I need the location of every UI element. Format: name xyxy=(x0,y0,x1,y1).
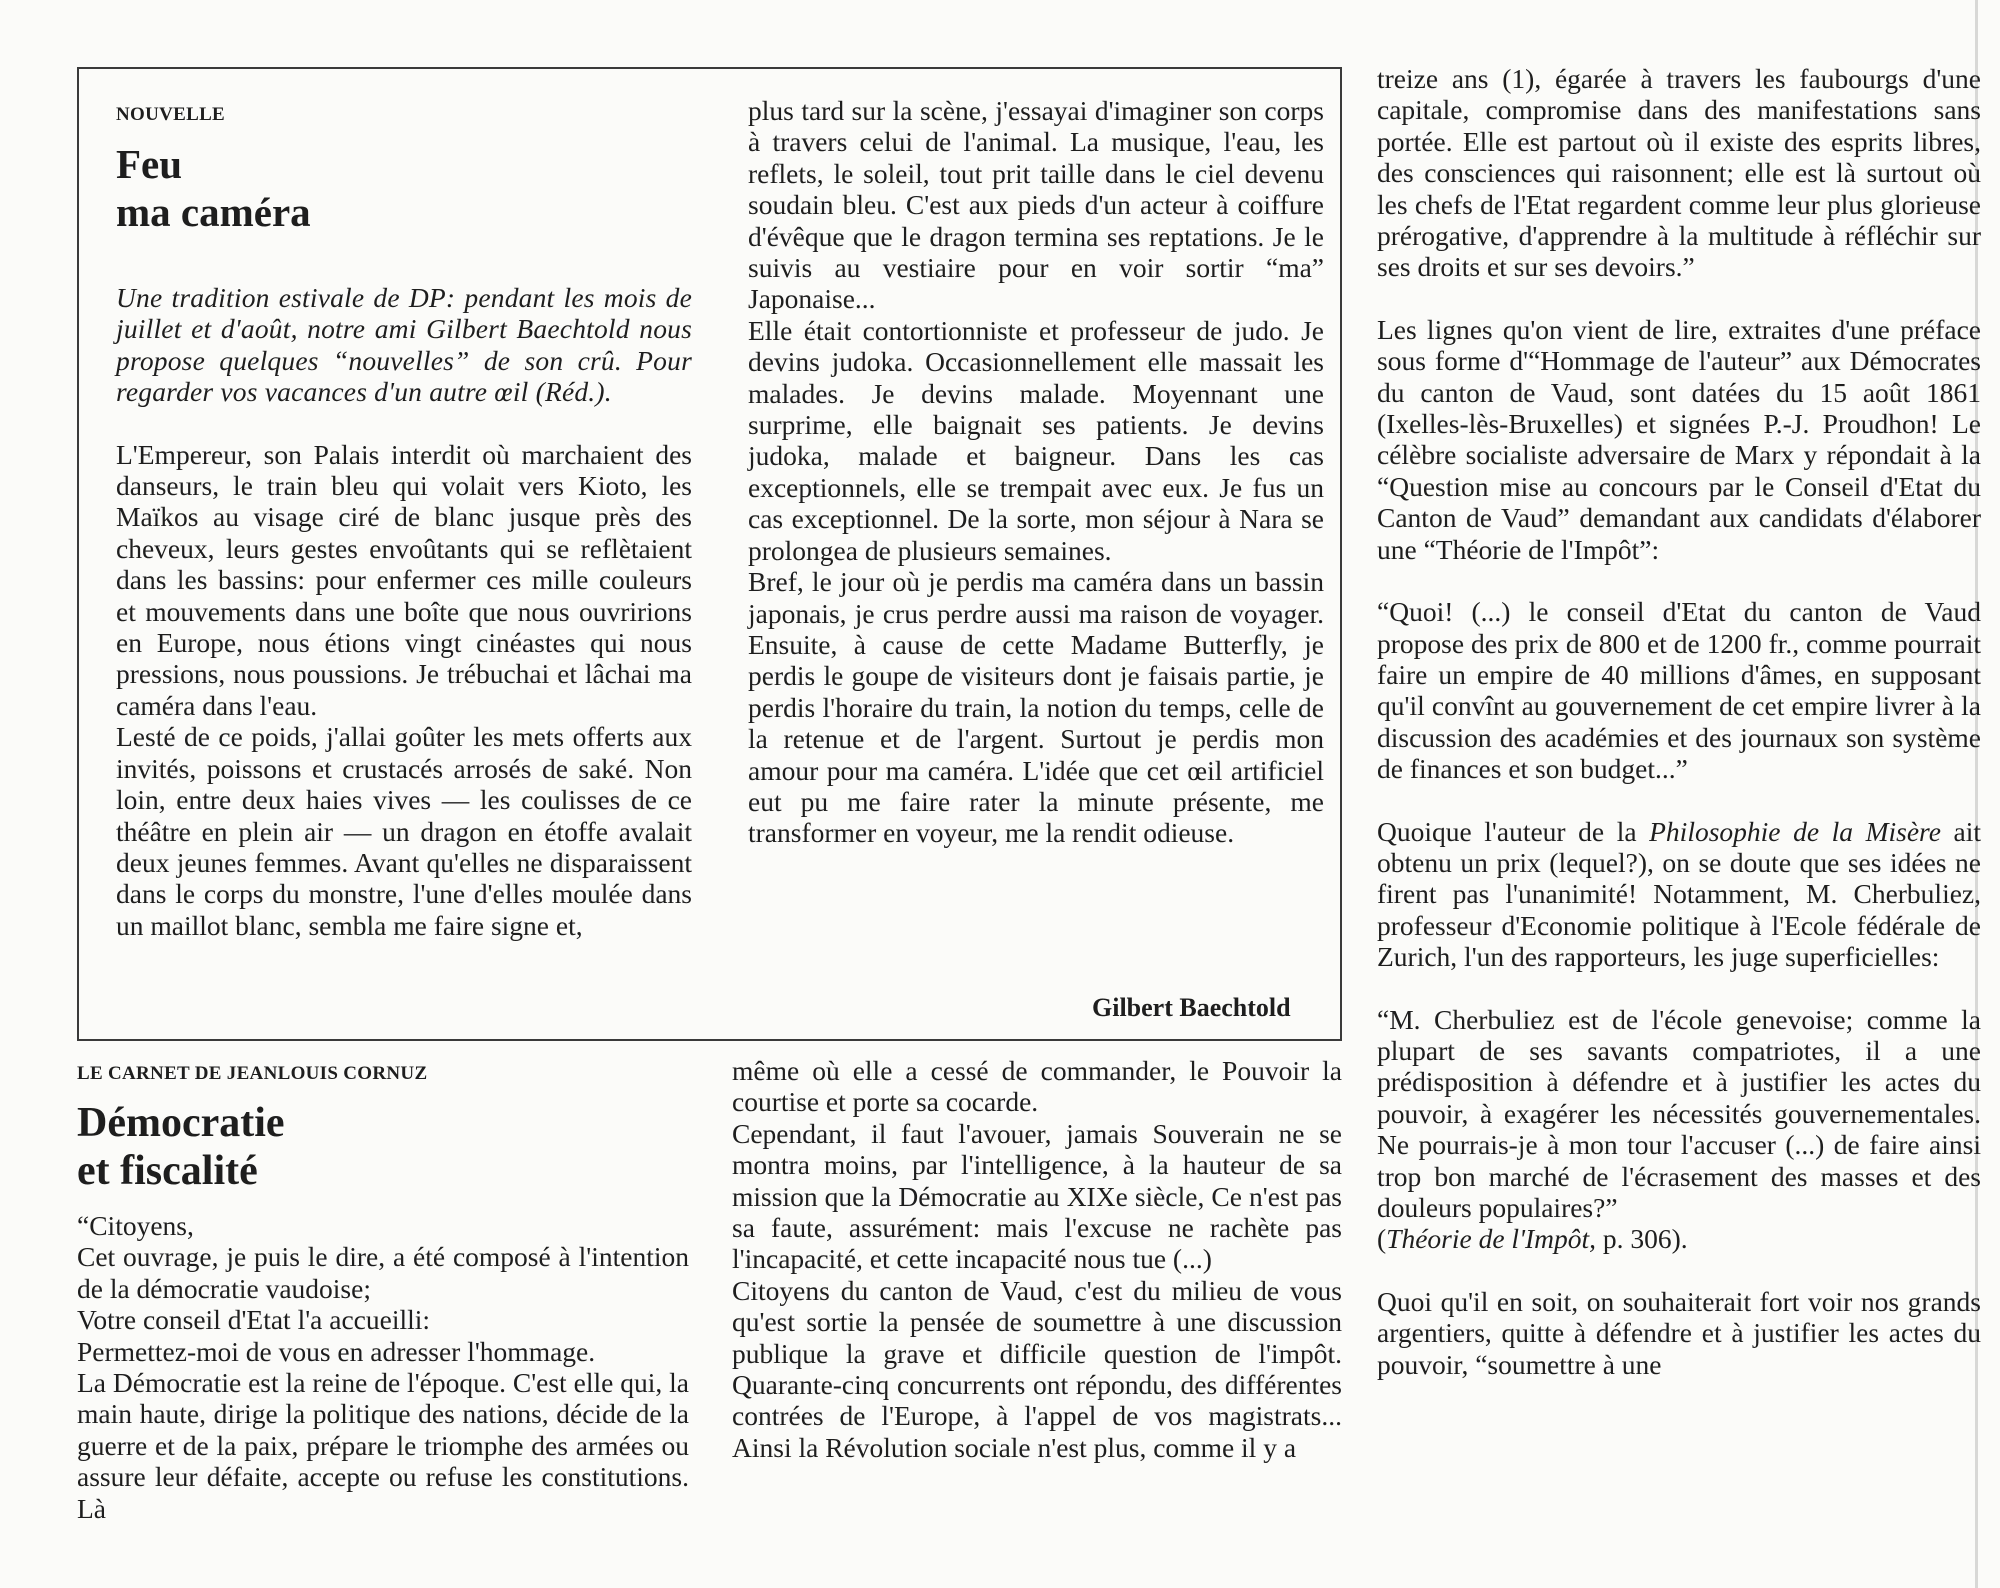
nouvelle-paragraph: plus tard sur la scène, j'essayai d'imaginer son corps à travers celui de l'animal. La musique, l'eau, les reflets, le soleil, tout prit taille dans le ciel devenu soudain bleu. C'est aux pieds d'un acteur à coiffure d'évêque que le dragon termina ses reptations. Je le suivis au vestiaire pour en voir sortir “ma” Japonaise... xyxy=(748,95,1324,315)
carnet-kicker: LE CARNET DE JEANLOUIS CORNUZ xyxy=(77,1063,428,1084)
nouvelle-paragraph: Lesté de ce poids, j'allai goûter les mets offerts aux invités, poissons et crustacés arrosés de saké. Non loin, entre deux haies vives — les coulisses de ce théâtre en plein air — un dragon en étoffe avalait deux jeunes femmes. Avant qu'elles ne disparaissent dans le corps du monstre, l'une d'elles moulée dans un maillot blanc, sembla me faire signe et, xyxy=(116,721,692,941)
carnet-line: “Citoyens, xyxy=(77,1210,194,1241)
book-title: Philosophie de la Misère xyxy=(1649,815,1941,847)
carnet-column-3 xyxy=(1377,63,1981,1380)
carnet-text: ait obtenu un prix (lequel?), on se doute que ses idées ne firent pas l'unanimité! Notamment, M. Cherbuliez, professeur d'Economie politique à l'Ecole fédérale de Zurich, l'un des rapporteurs, les juge superficielles: xyxy=(1377,815,1981,973)
nouvelle-kicker: NOUVELLE xyxy=(116,104,226,125)
carnet-paragraph: Citoyens du canton de Vaud, c'est du milieu de vous qu'est sortie la pensée de soumettre à une discussion publique la grave et difficile question de l'impôt. Quarante-cinq concurrents ont répondu, des différentes contrées de l'Europe, à l'appel de vos magistrats... Ainsi la Révolution sociale n'est plus, comme il y a xyxy=(732,1274,1342,1463)
carnet-column-2 xyxy=(732,1055,1342,1463)
carnet-title-line1: Démocratie xyxy=(77,1100,285,1146)
carnet-paragraph xyxy=(1377,816,1981,973)
carnet-citation xyxy=(1377,1223,1981,1254)
carnet-paragraph: Les lignes qu'on vient de lire, extraites d'une préface sous forme d'“Hommage de l'auteur” aux Démocrates du canton de Vaud, sont datées du 15 août 1861 (Ixelles-lès-Bruxelles) et signées P.-J. Proudhon! Le célèbre socialiste adversaire de Marx y répondait à la “Question mise au concours par le Conseil d'Etat du Canton de Vaud” demandant aux candidats d'élaborer une “Théorie de l'Impôt”: xyxy=(1377,313,1981,565)
nouvelle-intro: Une tradition estivale de DP: pendant les mois de juillet et d'août, notre ami Gilbert Baechtold nous propose quelques “nouvelles” de son crû. Pour regarder vos vacances d'un autre œil (Réd.). xyxy=(116,282,692,408)
nouvelle-title-line1: Feu xyxy=(116,141,183,187)
nouvelle-paragraph: Bref, le jour où je perdis ma caméra dans un bassin japonais, je crus perdre aussi ma raison de voyager. Ensuite, à cause de cette Madame Butterfly, je perdis le goupe de visiteurs dont je faisais partie, je perdis l'horaire du train, la notion du temps, celle de la retenue et de l'argent. Surtout je perdis mon amour pour ma caméra. L'idée que cet œil artificiel eut pu me faire rater la minute présente, me transformer en voyeur, me la rendit odieuse. xyxy=(748,566,1324,849)
nouvelle-title-line2: ma caméra xyxy=(116,189,311,235)
nouvelle-signature: Gilbert Baechtold xyxy=(1092,993,1291,1022)
carnet-line: Cet ouvrage, je puis le dire, a été composé à l'intention de la démocratie vaudoise; xyxy=(77,1241,689,1304)
carnet-title-line2: et fiscalité xyxy=(77,1148,258,1194)
nouvelle-column-2 xyxy=(748,95,1324,849)
carnet-paragraph: même où elle a cessé de commander, le Pouvoir la courtise et porte sa cocarde. xyxy=(732,1055,1342,1118)
nouvelle-column-1 xyxy=(116,282,692,941)
citation-title: Théorie de l'Impôt, xyxy=(1386,1223,1596,1255)
carnet-paragraph: treize ans (1), égarée à travers les faubourgs d'une capitale, compromise dans des manifestations sans portée. Elle est partout où il existe des esprits libres, des consciences qui raisonnent; elle est là surtout où les chefs de l'Etat regardent comme leur plus glorieuse prérogative, d'apprendre à la multitude à réfléchir sur ses droits et sur ses devoirs.” xyxy=(1377,63,1981,283)
nouvelle-title xyxy=(116,140,311,236)
carnet-paragraph: Quoi qu'il en soit, on souhaiterait fort voir nos grands argentiers, quitte à défendre et à justifier les actes du pouvoir, “soumettre à une xyxy=(1377,1285,1981,1380)
carnet-text: Quoique l'auteur de la xyxy=(1377,815,1650,847)
carnet-column-1 xyxy=(77,1210,689,1524)
carnet-quote: “M. Cherbuliez est de l'école genevoise; comme la plupart de ses savants compatriotes, il a une prédisposition à défendre et à justifier les actes du pouvoir, à exagérer les nécessités gouvernementales. Ne pourrais-je à mon tour l'accuser (...) de faire ainsi trop bon marché de l'écrasement des masses et des douleurs populaires?” xyxy=(1377,1003,1981,1223)
citation-page: p. 306). xyxy=(1595,1223,1688,1255)
carnet-quote: “Quoi! (...) le conseil d'Etat du canton de Vaud propose des prix de 800 et de 1200 fr., comme pourrait faire un empire de 40 millions d'âmes, en supposant qu'il convînt au gouvernement de cet empire livrer à la discussion des académies et des journaux son système de finances et son budget...” xyxy=(1377,596,1981,785)
citation-open: ( xyxy=(1377,1223,1387,1255)
carnet-paragraph: La Démocratie est la reine de l'époque. C'est elle qui, la main haute, dirige la politique des nations, décide de la guerre et de la paix, prépare le triomphe des armées ou assure leur défaite, accepte ou refuse les constitutions. Là xyxy=(77,1367,689,1524)
nouvelle-paragraph: Elle était contortionniste et professeur de judo. Je devins judoka. Occasionnellement elle massait les malades. Je devins malade. Moyennant une surprime, elle baignait ses patients. Je devins judoka, malade et baigneur. Dans les cas exceptionnels, elle se trempait avec eux. Je fus un cas exceptionnel. De la sorte, mon séjour à Nara se prolongea de plusieurs semaines. xyxy=(748,314,1324,566)
carnet-line: Permettez-moi de vous en adresser l'hommage. xyxy=(77,1335,596,1367)
carnet-paragraph: Cependant, il faut l'avouer, jamais Souverain ne se montra moins, par l'intelligence, à la hauteur de sa mission que la Démocratie au XIXe siècle, Ce n'est pas sa faute, assurément: mais l'excuse ne rachète pas l'incapacité, et cette incapacité nous tue (...) xyxy=(732,1117,1342,1275)
nouvelle-paragraph: L'Empereur, son Palais interdit où marchaient des danseurs, le train bleu qui volait vers Kioto, les Maïkos au visage ciré de blanc jusque près des cheveux, leurs gestes envoûtants qui se reflètaient dans les bassins: pour enfermer ces mille couleurs et mouvements dans une boîte que nous ouvririons en Europe, nous étions vingt cinéastes qui nous pressions, nous poussions. Je trébuchai et lâchai ma caméra dans l'eau. xyxy=(116,438,692,721)
carnet-line: Votre conseil d'Etat l'a accueilli: xyxy=(77,1304,431,1336)
carnet-title xyxy=(77,1099,285,1195)
